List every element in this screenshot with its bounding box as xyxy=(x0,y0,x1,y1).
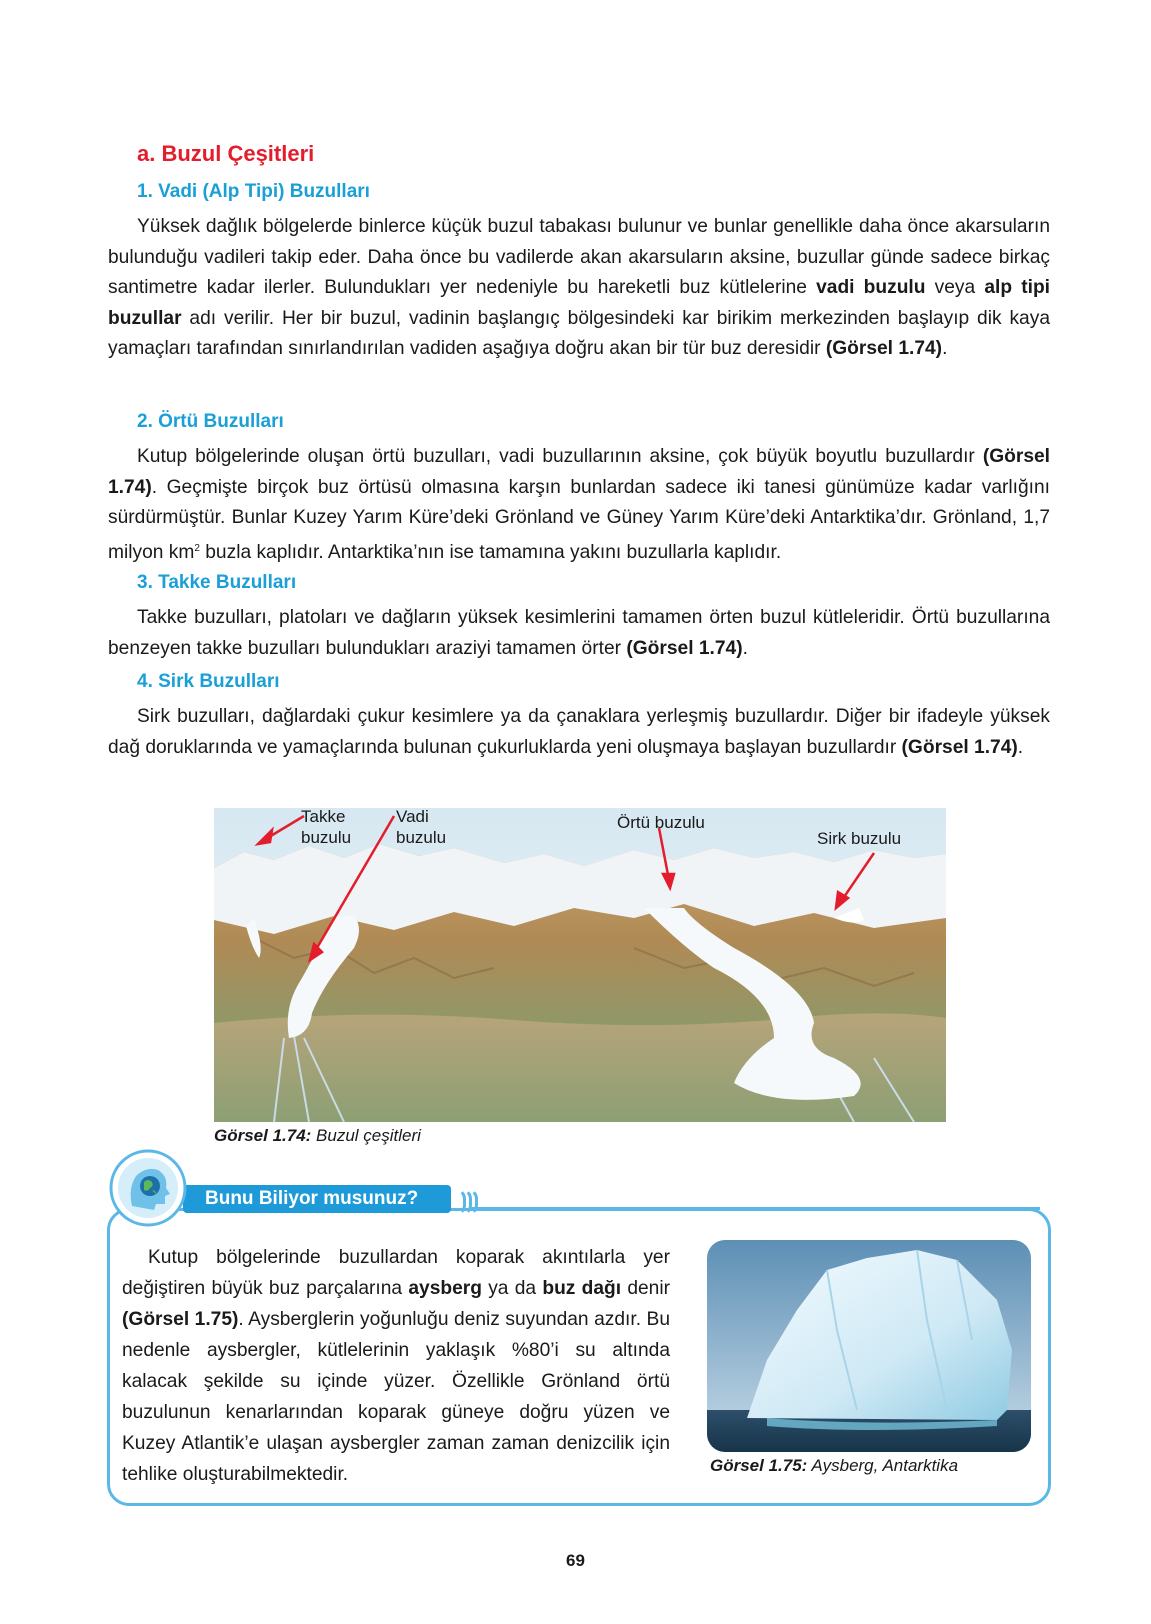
subheading-takke: 3. Takke Buzulları xyxy=(137,572,297,593)
label-vadi-buzulu: Vadi buzulu xyxy=(396,808,447,847)
paragraph-sirk: Sirk buzulları, dağlardaki çukur kesimlere ya da çanaklara yerleşmiş buzullardır. Diğer bir ifadeyle yüksek dağ doruklarında ve yamaçlarında bulunan çukurluklarda yeni oluşmaya başlayan buzullardır (Görsel 1.74). xyxy=(108,706,1050,758)
iceberg-photo xyxy=(707,1240,1031,1452)
info-box-text: Kutup bölgelerinde buzullardan koparak akıntılarla yer değiştiren büyük buz parçalarına aysberg ya da buz dağı denir (Görsel 1.75). Aysberglerin yoğunluğu deniz suyundan azdır. Bu nedenle aysbergler, kütlelerinin yaklaşık %80’i su altında kalacak şekilde su içinde yüzer. Özellikle Grönland örtü buzulunun kenarlarından koparak güneye doğru yüzen ve Kuzey Atlantik’e ulaşan aysbergler zaman zaman denizcilik için tehlike oluşturabilmektedir. xyxy=(122,1247,671,1485)
figure-175-caption: Görsel 1.75: Aysberg, Antarktika xyxy=(710,1456,959,1475)
figure-174-caption: Görsel 1.74: Buzul çeşitleri xyxy=(214,1126,421,1145)
info-box-heading: Bunu Biliyor musunuz? xyxy=(183,1185,451,1213)
label-ortu-buzulu: Örtü buzulu xyxy=(617,813,705,832)
globe-head-icon xyxy=(108,1148,188,1228)
info-box-divider xyxy=(470,1207,1040,1210)
paragraph-takke: Takke buzulları, platoları ve dağların yüksek kesimlerini tamamen örten buzul kütleleridir. Örtü buzullarına benzeyen takke buzulları bulundukları araziyi tamamen örter (Görsel 1.74). xyxy=(108,607,1050,659)
page-number: 69 xyxy=(566,1551,585,1570)
paragraph-vadi: Yüksek dağlık bölgelerde binlerce küçük buzul tabakası bulunur ve bunlar genellikle daha önce akarsuların bulunduğu vadileri takip eder. Daha önce bu vadilerde akan akarsuların aksine, buzullar günde sadece birkaç santimetre kadar ilerler. Bulundukları yer nedeniyle bu hareketli buz kütlelerine vadi buzulu veya alp tipi buzullar adı verilir. Her bir buzul, vadinin başlangıç bölgesindeki kar birikim merkezinden başlayıp dik kaya yamaçları tarafından sınırlandırılan vadiden aşağıya doğru akan bir tür buz deresidir (Görsel 1.74). xyxy=(108,216,1050,359)
label-sirk-buzulu: Sirk buzulu xyxy=(817,829,902,848)
subheading-ortu: 2. Örtü Buzulları xyxy=(137,411,284,432)
label-takke-buzulu: Takke buzulu xyxy=(301,808,352,847)
subheading-sirk: 4. Sirk Buzulları xyxy=(137,671,280,692)
glacier-types-illustration xyxy=(214,808,946,1122)
subheading-vadi: 1. Vadi (Alp Tipi) Buzulları xyxy=(137,181,370,202)
section-title: a. Buzul Çeşitleri xyxy=(137,141,315,166)
paragraph-ortu: Kutup bölgelerinde oluşan örtü buzulları, vadi buzullarının aksine, çok büyük boyutlu buzullardır (Görsel 1.74). Geçmişte birçok buz örtüsü olmasına karşın bunlardan sadece iki tanesi günümüze kadar varlığını sürdürmüştür. Bunlar Kuzey Yarım Küre’deki Grönland ve Güney Yarım Küre’deki Antarktika’dır. Grönland, 1,7 milyon $km^2$ buzla kaplıdır. Antarktika’nın ise tamamına yakını buzullarla kaplıdır. xyxy=(108,446,1050,563)
